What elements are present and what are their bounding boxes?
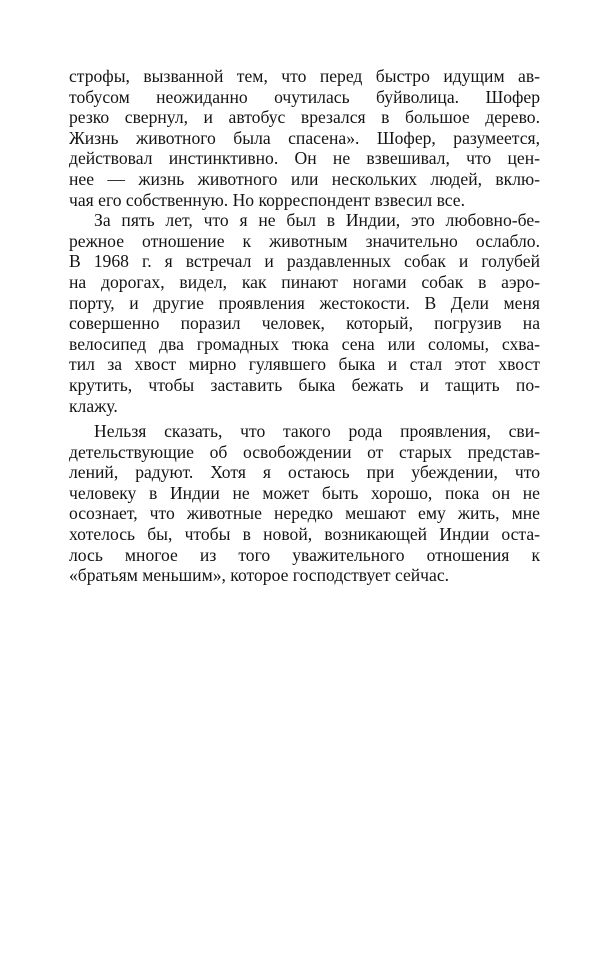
text-line: лений, радуют. Хотя я остаюсь при убеждении, что [69,462,540,483]
text-line: осознает, что животные нередко мешают ему жить, мне [69,503,540,524]
text-line: велосипед два громадных тюка сена или соломы, схва- [69,333,540,354]
paragraph-first-line: За пять лет, что я не был в Индии, это любовно-бе- [94,210,540,231]
text-line: тобусом неожиданно очутилась буйволица. Шофер [69,86,540,107]
text-line: тил за хвост мирно гулявшего быка и стал этот хвост [69,354,540,375]
text-line: «братьям меньшим», которое господствует сейчас. [69,565,450,586]
text-line: В 1968 г. я встречал и раздавленных собак и голубей [69,251,540,272]
text-line: строфы, вызванной тем, что перед быстро идущим ав- [69,66,540,86]
text-line: лось многое из того уважительного отношения к [69,544,540,565]
paragraph-first-line: Нельзя сказать, что такого рода проявления, сви- [94,421,540,442]
body-text [69,66,540,586]
text-line: клажу. [69,395,118,416]
text-line: нее — жизнь животного или нескольких людей, вклю- [69,168,540,189]
text-line: совершенно поразил человек, который, погрузив на [69,313,540,334]
text-line: крутить, чтобы заставить быка бежать и тащить по- [69,374,540,395]
text-line: режное отношение к животным значительно ослабло. [69,230,540,251]
text-line: хотелось бы, чтобы в новой, возникающей Индии оста- [69,524,540,545]
text-line: человеку в Индии не может быть хорошо, пока он не [69,482,540,503]
text-line: резко свернул, и автобус врезался в большое дерево. [69,107,540,128]
text-line: Жизнь животного была спасена». Шофер, разумеется, [69,127,540,148]
text-line: порту, и другие проявления жестокости. В Дели меня [69,292,540,313]
text-line: на дорогах, видел, как пинают ногами собак в аэро- [69,271,540,292]
text-line: чая его собственную. Но корреспондент взвесил все. [69,189,466,210]
text-line: детельствующие об освобождении от старых представ- [69,441,540,462]
text-line: действовал инстинктивно. Он не взвешивал, что цен- [69,148,540,169]
